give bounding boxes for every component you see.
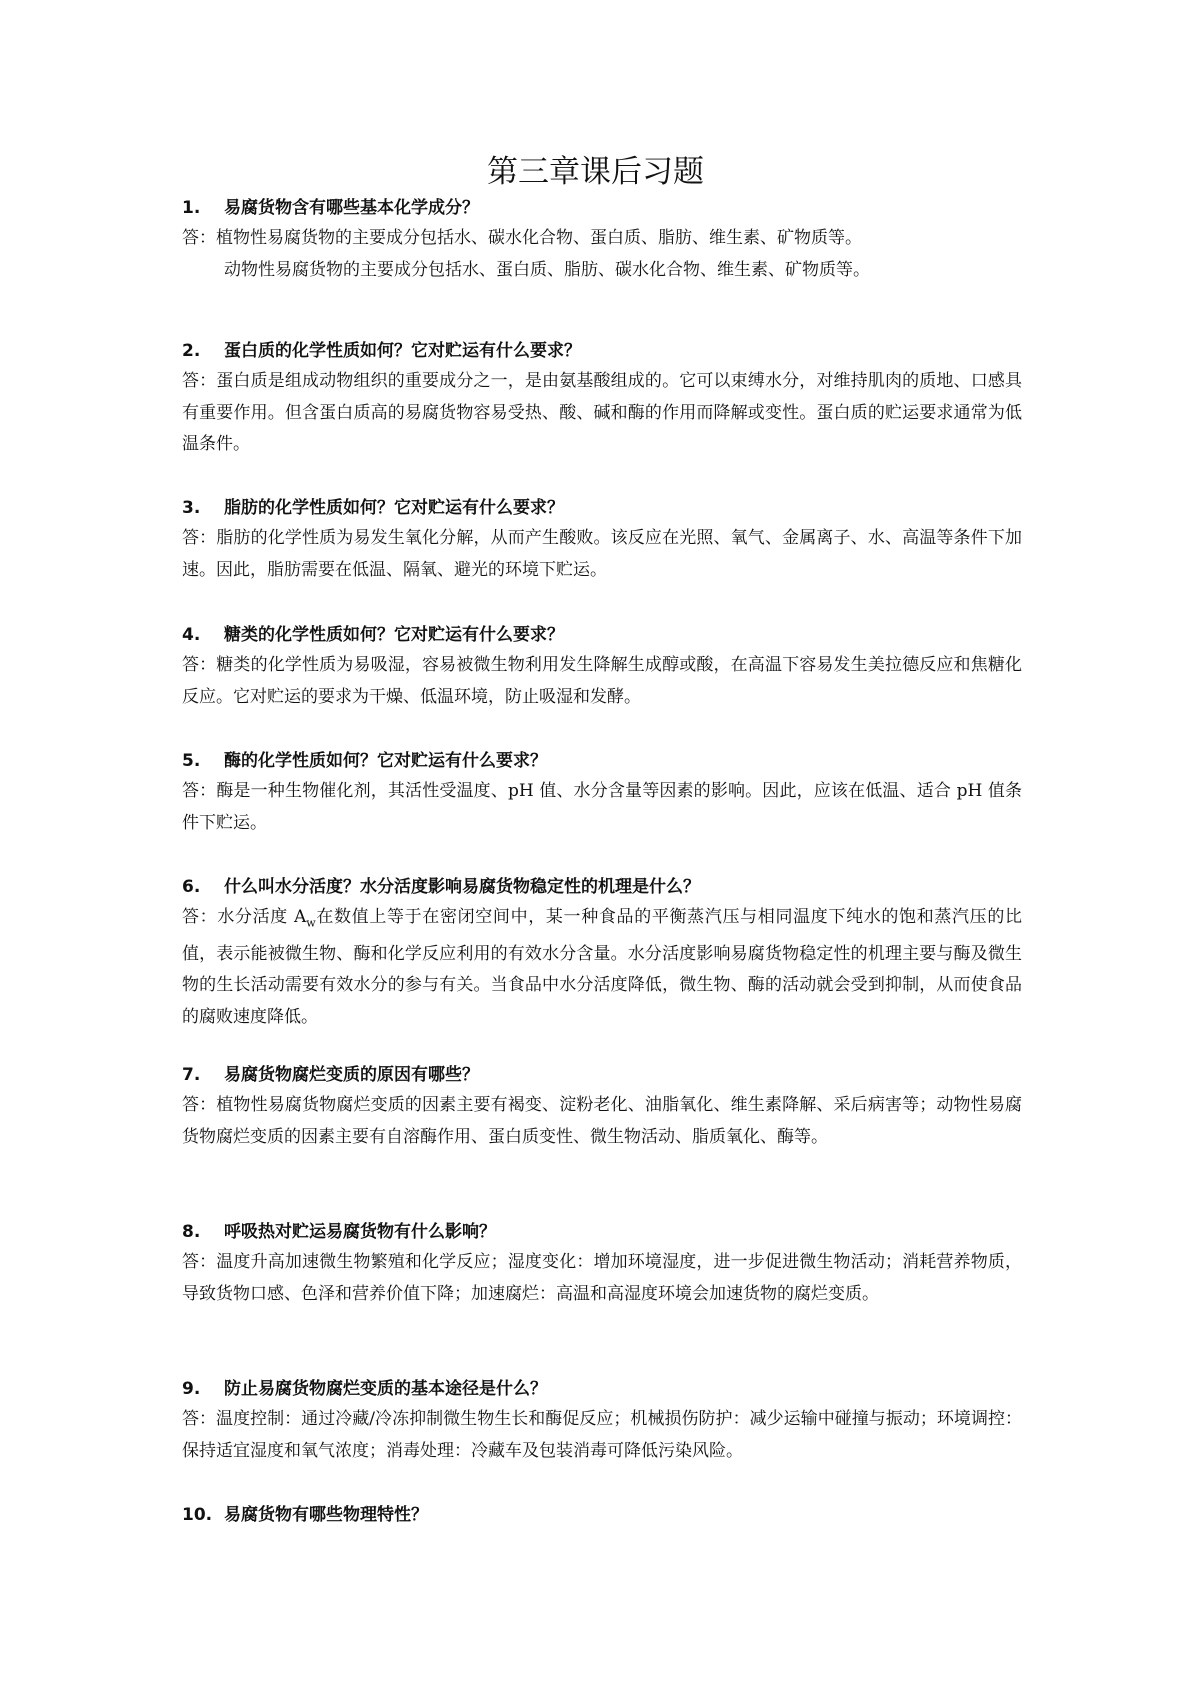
question-heading (182, 336, 1022, 366)
water-activity-subscript: w (306, 916, 316, 930)
answer-text: 答：糖类的化学性质为易吸湿，容易被微生物利用发生降解生成醇或酸，在高温下容易发生美拉德反应和焦糖化反应。它对贮运的要求为干燥、低温环境，防止吸湿和发酵。 (182, 655, 1022, 707)
answer-text: 答：酶是一种生物催化剂，其活性受温度、pH 值、水分含量等因素的影响。因此，应该在低温、适合 pH 值条件下贮运。 (182, 781, 1022, 833)
question-block-3 (182, 493, 1022, 586)
question-text: 脂肪的化学性质如何？它对贮运有什么要求？ (224, 498, 564, 518)
answer-line: 动物性易腐货物的主要成分包括水、蛋白质、脂肪、碳水化合物、维生素、矿物质等。 (224, 259, 870, 280)
question-number: 9. (182, 1379, 201, 1399)
question-text: 酶的化学性质如何？它对贮运有什么要求？ (224, 751, 547, 771)
question-heading (182, 1500, 1022, 1530)
question-block-7 (182, 1060, 1022, 1153)
question-block-1 (182, 193, 1022, 286)
question-text: 蛋白质的化学性质如何？它对贮运有什么要求？ (224, 341, 581, 361)
question-heading (182, 193, 1022, 223)
question-heading (182, 872, 1022, 902)
question-text: 易腐货物有哪些物理特性？ (224, 1505, 428, 1525)
answer-line: 植物性易腐货物的主要成分包括水、碳水化合物、蛋白质、脂肪、维生素、矿物质等。 (216, 228, 862, 248)
answer-lead: 答：水分活度 A (182, 907, 307, 927)
question-block-6 (182, 872, 1022, 1033)
question-block-2 (182, 336, 1022, 461)
answer-text: 答：脂肪的化学性质为易发生氧化分解，从而产生酸败。该反应在光照、氧气、金属离子、水、高温等条件下加速。因此，脂肪需要在低温、隔氧、避光的环境下贮运。 (182, 528, 1022, 580)
question-block-10 (182, 1500, 1022, 1530)
question-heading (182, 493, 1022, 523)
question-text: 呼吸热对贮运易腐货物有什么影响？ (224, 1222, 496, 1242)
question-text: 糖类的化学性质如何？它对贮运有什么要求？ (224, 625, 564, 645)
question-heading (182, 1060, 1022, 1090)
question-number: 5. (182, 751, 201, 771)
question-block-8 (182, 1217, 1022, 1310)
question-number: 3. (182, 498, 201, 518)
answer-text (182, 902, 1022, 1033)
answer-text: 答：植物性易腐货物腐烂变质的因素主要有褐变、淀粉老化、油脂氧化、维生素降解、采后病害等；动物性易腐货物腐烂变质的因素主要有自溶酶作用、蛋白质变性、微生物活动、脂质氧化、酶等。 (182, 1095, 1022, 1147)
question-block-9 (182, 1374, 1022, 1467)
question-text: 什么叫水分活度？水分活度影响易腐货物稳定性的机理是什么？ (224, 877, 700, 897)
question-block-4 (182, 620, 1022, 713)
question-text: 防止易腐货物腐烂变质的基本途径是什么？ (224, 1379, 547, 1399)
question-heading (182, 1217, 1022, 1247)
question-heading (182, 1374, 1022, 1404)
answer-text (182, 223, 1022, 286)
question-heading (182, 746, 1022, 776)
question-number: 1. (182, 198, 201, 218)
question-number: 4. (182, 625, 201, 645)
question-number: 8. (182, 1222, 201, 1242)
question-heading (182, 620, 1022, 650)
question-number: 2. (182, 341, 201, 361)
answer-text: 答：蛋白质是组成动物组织的重要成分之一，是由氨基酸组成的。它可以束缚水分，对维持肌肉的质地、口感具有重要作用。但含蛋白质高的易腐货物容易受热、酸、碱和酶的作用而降解或变性。蛋白质的贮运要求通常为低温条件。 (182, 371, 1022, 454)
question-block-5 (182, 746, 1022, 839)
question-number: 10. (182, 1505, 213, 1525)
answer-rest: 在数值上等于在密闭空间中，某一种食品的平衡蒸汽压与相同温度下纯水的饱和蒸汽压的比值，表示能被微生物、酶和化学反应利用的有效水分含量。水分活度影响易腐货物稳定性的机理主要与酶及微生物的生长活动需要有效水分的参与有关。当食品中水分活度降低，微生物、酶的活动就会受到抑制，从而使食品的腐败速度降低。 (182, 907, 1022, 1027)
question-number: 7. (182, 1065, 201, 1085)
question-text: 易腐货物腐烂变质的原因有哪些？ (224, 1065, 479, 1085)
answer-text: 答：温度升高加速微生物繁殖和化学反应；湿度变化：增加环境湿度，进一步促进微生物活动；消耗营养物质，导致货物口感、色泽和营养价值下降；加速腐烂：高温和高湿度环境会加速货物的腐烂变质。 (182, 1252, 1022, 1304)
question-number: 6. (182, 877, 201, 897)
page-title: 第三章课后习题 (487, 154, 704, 190)
answer-text: 答：温度控制：通过冷藏/冷冻抑制微生物生长和酶促反应；机械损伤防护：减少运输中碰撞与振动；环境调控：保持适宜湿度和氧气浓度；消毒处理：冷藏车及包装消毒可降低污染风险。 (182, 1409, 1022, 1461)
answer-prefix: 答： (182, 228, 216, 248)
question-text: 易腐货物含有哪些基本化学成分？ (224, 198, 479, 218)
